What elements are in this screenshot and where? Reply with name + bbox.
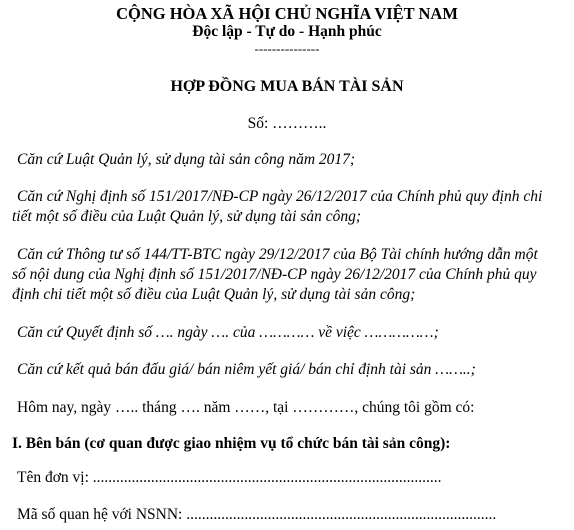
budget-relation-code-field: Mã số quan hệ với NSNN: ................................................................................: [17, 506, 497, 523]
country-heading: CỘNG HÒA XÃ HỘI CHỦ NGHĨA VIỆT NAM: [116, 4, 458, 23]
unit-name-field: Tên đơn vị: ..........................................................................................: [17, 469, 442, 486]
basis-decision: Căn cứ Quyết định số …. ngày …. của ………… về việc ……………;: [17, 324, 439, 341]
motto: Độc lập - Tự do - Hạnh phúc: [192, 23, 382, 40]
basis-decree-line1: Căn cứ Nghị định số 151/2017/NĐ-CP ngày 26/12/2017 của Chính phủ quy định chi: [17, 188, 543, 205]
today-statement: Hôm nay, ngày ….. tháng …. năm ……, tại …………, chúng tôi gồm có:: [17, 399, 475, 416]
document-title: HỢP ĐỒNG MUA BÁN TÀI SẢN: [170, 78, 404, 95]
basis-law: Căn cứ Luật Quản lý, sử dụng tài sản công năm 2017;: [17, 151, 356, 168]
section-seller-heading: I. Bên bán (cơ quan được giao nhiệm vụ tổ chức bán tài sản công):: [12, 435, 451, 452]
basis-circular-line1: Căn cứ Thông tư số 144/TT-BTC ngày 29/12/2017 của Bộ Tài chính hướng dẫn một: [17, 246, 538, 263]
basis-decree-line2: tiết một số điều của Luật Quản lý, sử dụng tài sản công;: [12, 208, 361, 225]
document-number: Số: ………..: [247, 115, 327, 132]
basis-circular-line2: số nội dung của Nghị định số 151/2017/NĐ-CP ngày 26/12/2017 của Chính phủ quy: [12, 266, 537, 283]
basis-auction-result: Căn cứ kết quả bán đấu giá/ bán niêm yết giá/ bán chỉ định tài sản ……..;: [17, 361, 476, 378]
basis-circular-line3: định chi tiết một số điều của Luật Quản lý, sử dụng tài sản công;: [12, 286, 416, 303]
header-separator: ---------------: [254, 41, 320, 56]
